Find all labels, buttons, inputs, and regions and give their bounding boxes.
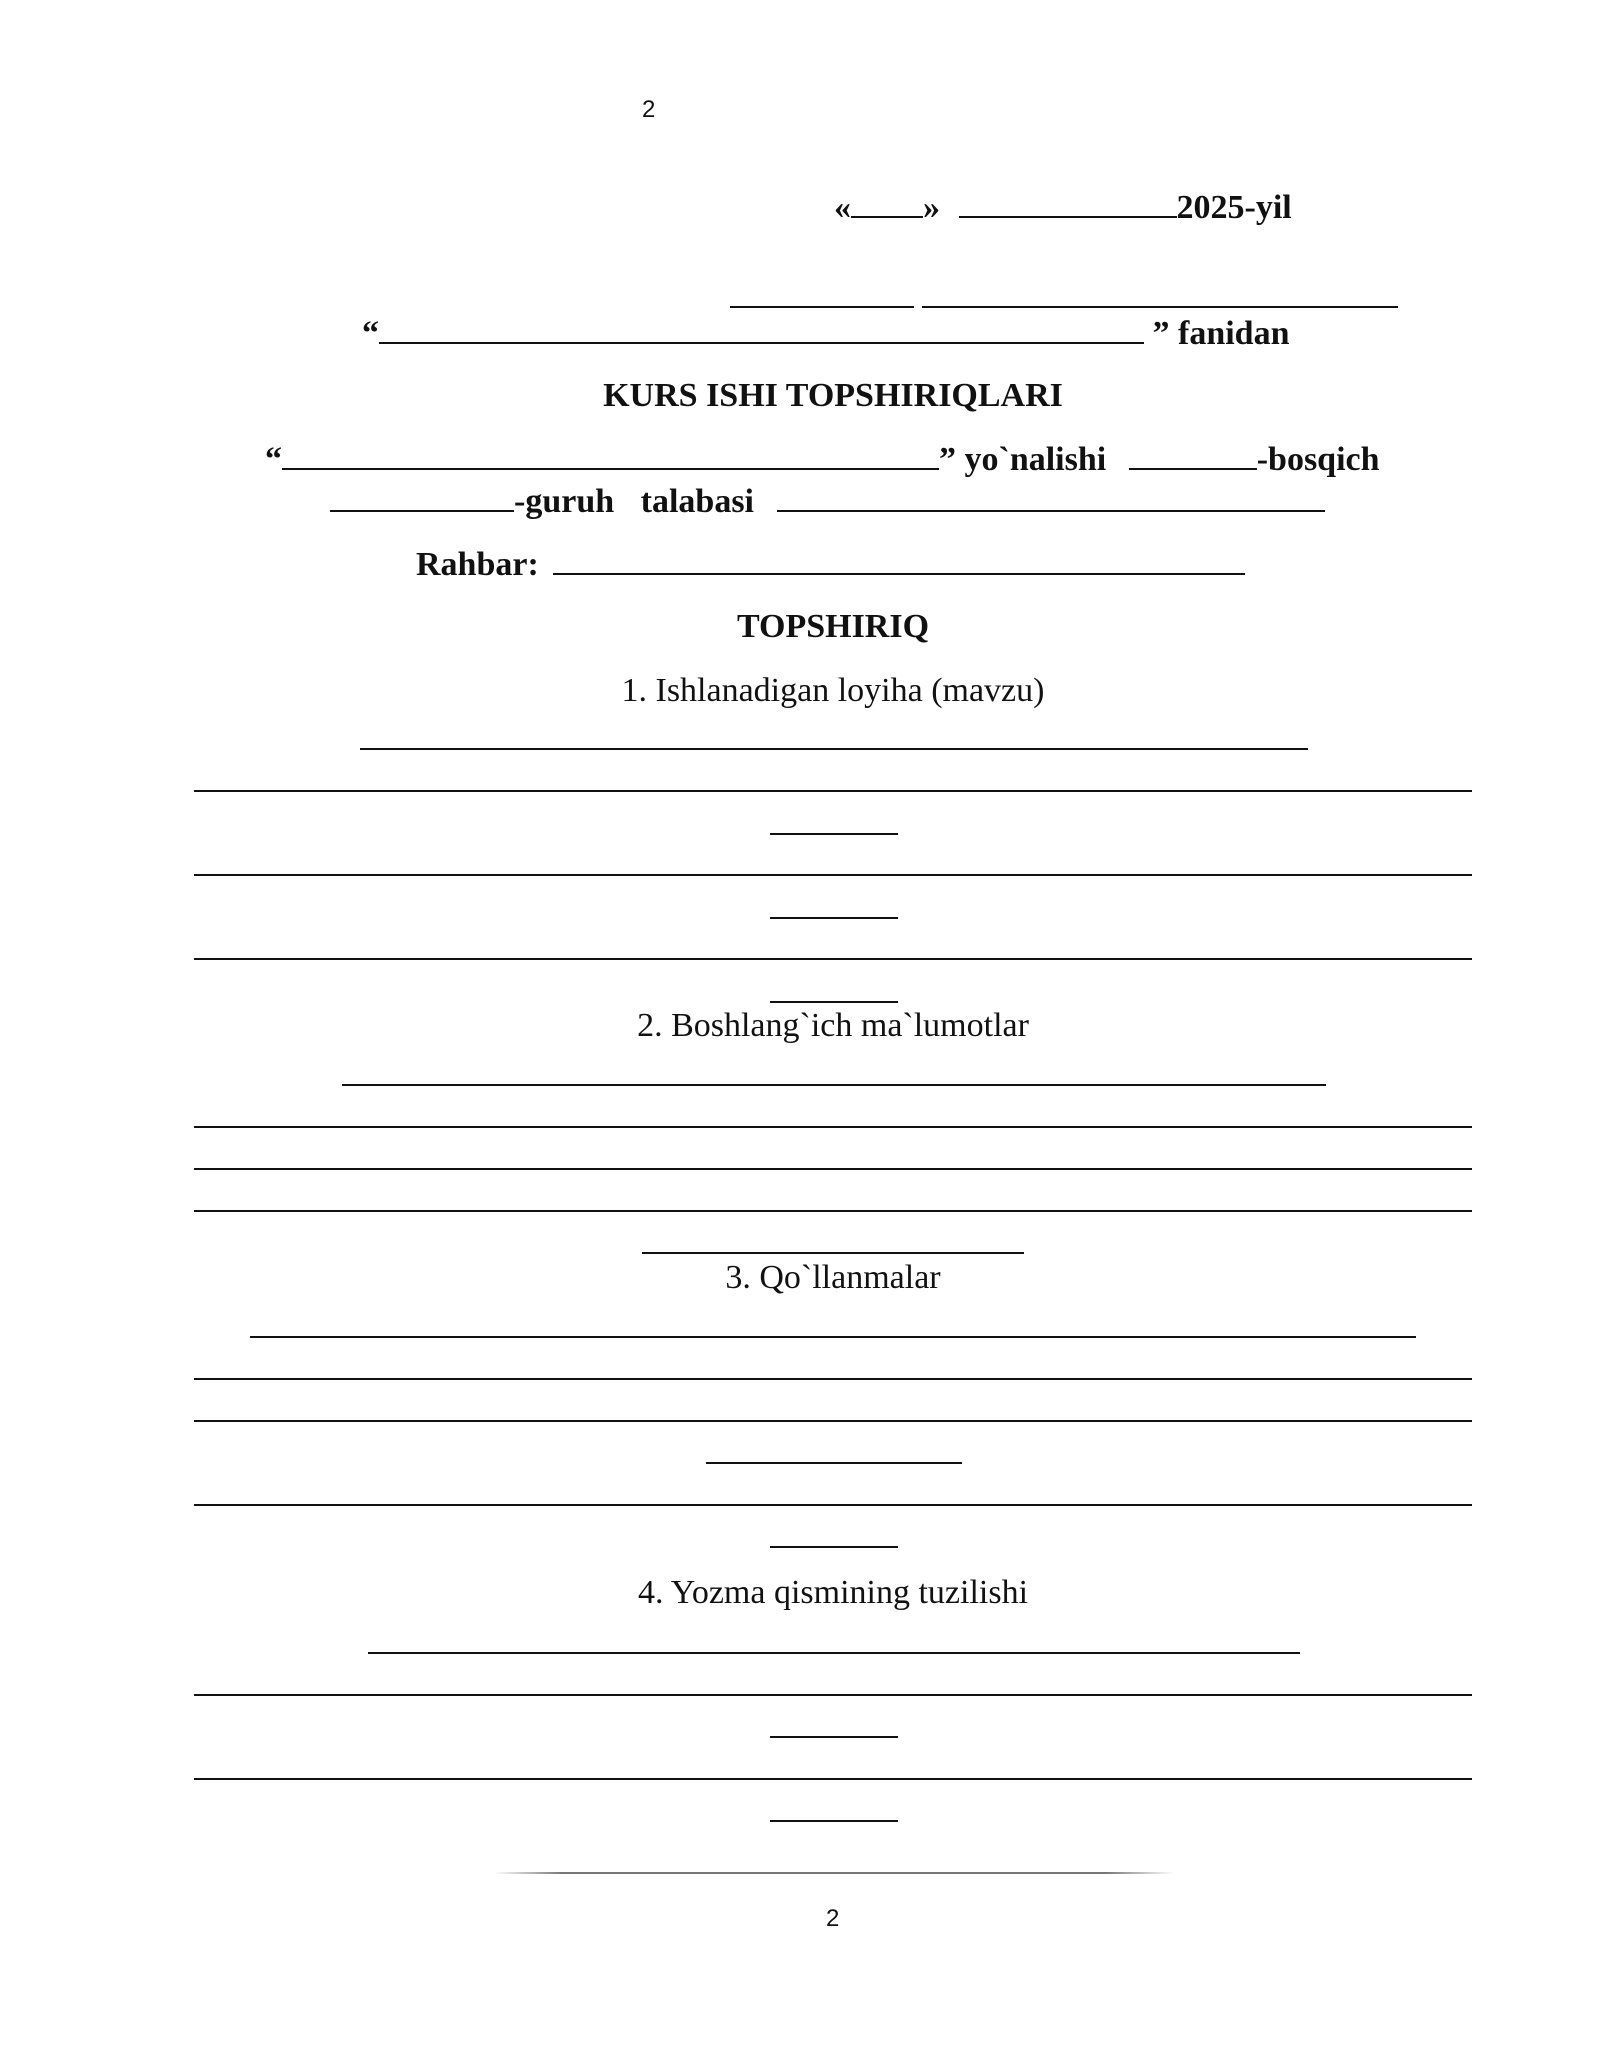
date-line <box>834 188 1292 227</box>
group-blank[interactable] <box>330 482 514 512</box>
section-4-line-2[interactable] <box>194 1694 1472 1696</box>
subject-quote-open: “ <box>362 315 379 352</box>
year-label: 2025-yil <box>1176 189 1292 226</box>
section-2-line-4[interactable] <box>194 1210 1472 1212</box>
direction-line <box>265 440 1380 479</box>
footer-rule <box>494 1872 1174 1874</box>
section-1-line-2[interactable] <box>194 790 1472 792</box>
section-1-line-4[interactable] <box>194 874 1472 876</box>
section-2-title: 2. Boshlang`ich ma`lumotlar <box>637 1007 1029 1044</box>
supervisor-label: Rahbar: <box>416 546 539 583</box>
section-2-line-1[interactable] <box>342 1084 1326 1086</box>
section-3-line-4[interactable] <box>706 1462 962 1464</box>
supervisor-blank[interactable] <box>553 545 1245 575</box>
section-2-line-2[interactable] <box>194 1126 1472 1128</box>
direction-quote-open: “ <box>265 441 282 478</box>
section-1-title: 1. Ishlanadigan loyiha (mavzu) <box>621 672 1045 709</box>
direction-suffix: ” yo`nalishi <box>939 441 1107 478</box>
date-quote-close: » <box>923 189 940 226</box>
page-number-top: 2 <box>642 96 656 123</box>
subject-line <box>362 314 1290 353</box>
section-3-line-5[interactable] <box>194 1504 1472 1506</box>
group-line <box>330 482 1325 521</box>
day-blank[interactable] <box>851 188 923 218</box>
student-label: talabasi <box>640 483 754 520</box>
section-2-line-3[interactable] <box>194 1168 1472 1170</box>
section-3-title: 3. Qo`llanmalar <box>725 1259 941 1296</box>
task-heading: TOPSHIRIQ <box>736 608 930 645</box>
section-1-line-1[interactable] <box>360 748 1308 750</box>
section-3-line-6[interactable] <box>770 1546 898 1548</box>
subject-suffix: ” fanidan <box>1152 315 1290 352</box>
section-4-title: 4. Yozma qismining tuzilishi <box>637 1574 1029 1611</box>
page-number-bottom: 2 <box>826 1905 840 1932</box>
section-3-line-1[interactable] <box>250 1336 1416 1338</box>
subject-blank[interactable] <box>379 314 1144 344</box>
section-4-line-4[interactable] <box>194 1778 1472 1780</box>
section-4-line-3[interactable] <box>770 1736 898 1738</box>
section-4-line-1[interactable] <box>368 1652 1300 1654</box>
stage-blank[interactable] <box>1129 440 1257 470</box>
section-1-line-6[interactable] <box>194 958 1472 960</box>
section-1-line-3[interactable] <box>770 833 898 835</box>
section-2-line-5[interactable] <box>642 1252 1024 1254</box>
date-quote-open: « <box>834 189 851 226</box>
group-suffix: -guruh <box>514 483 615 520</box>
section-3-line-2[interactable] <box>194 1378 1472 1380</box>
section-1-line-7[interactable] <box>770 1001 898 1003</box>
name-blank[interactable] <box>922 306 1398 308</box>
stage-suffix: -bosqich <box>1256 441 1380 478</box>
month-blank[interactable] <box>959 188 1177 218</box>
section-1-line-5[interactable] <box>770 917 898 919</box>
section-4-line-5[interactable] <box>770 1820 898 1822</box>
section-3-line-3[interactable] <box>194 1420 1472 1422</box>
signature-blank[interactable] <box>730 306 914 308</box>
direction-blank[interactable] <box>282 440 939 470</box>
supervisor-line <box>416 545 1245 584</box>
document-title: KURS ISHI TOPSHIRIQLARI <box>603 377 1063 414</box>
student-name-blank[interactable] <box>777 482 1325 512</box>
